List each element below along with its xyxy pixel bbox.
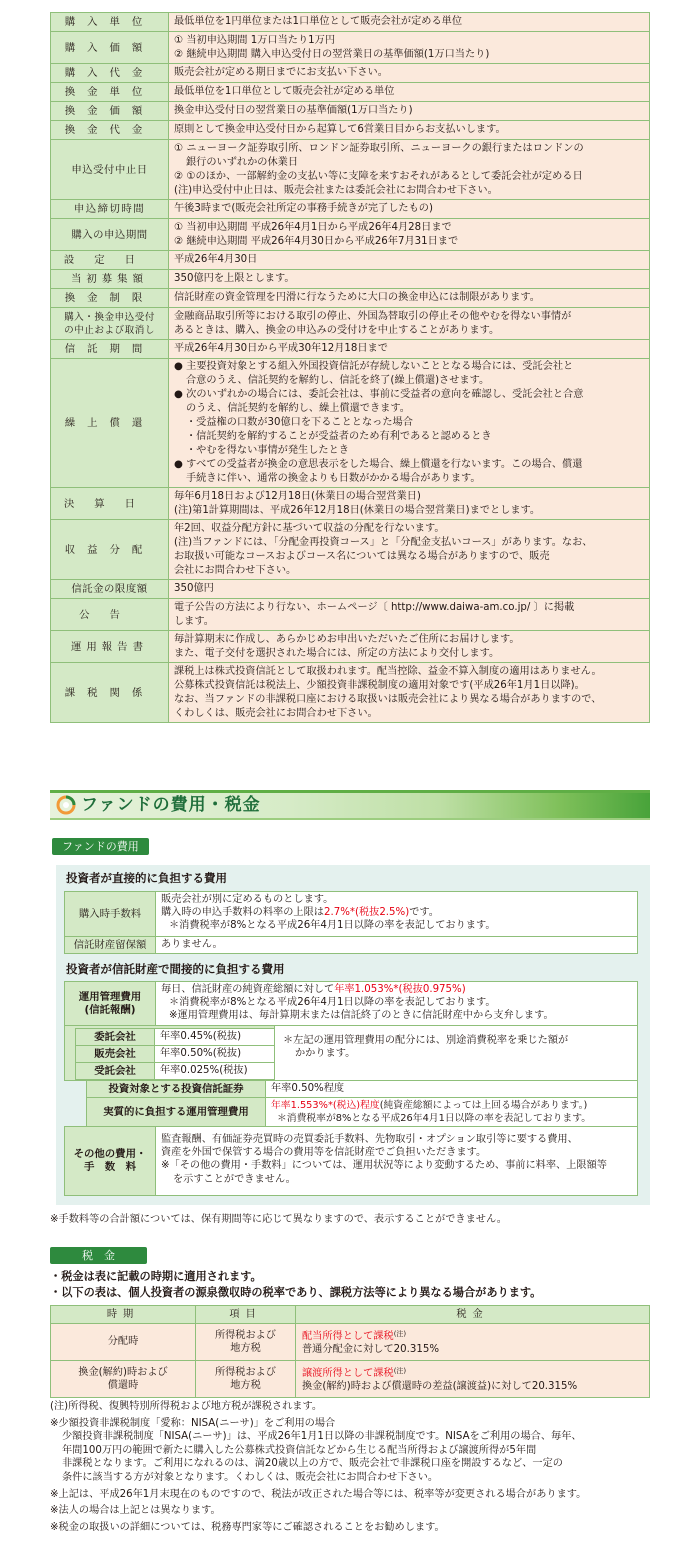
- table-row: [51, 580, 650, 599]
- tax-table-header: 時期 項目 税金: [51, 1306, 650, 1324]
- term-value: 年2回、収益分配方針に基づいて収益の分配を行ないます。 (注)当ファンドには、「分配金再投資コース」と「分配金支払いコース」があります。なお、 お取扱い可能なコースおよびコース名については異なる場合がありますので、販売 会社にお問合わせ下さい。: [169, 520, 650, 580]
- effective-fee-value: 年率1.553%*(税込)程度(純資産総額によっては上回る場合があります。) ＊消費税率が8%となる平成26年4月1日以降の率を表記しております。: [265, 1097, 638, 1127]
- term-key: 購入価額: [51, 32, 169, 64]
- footnote: ※少額投資非課税制度「愛称：NISA(ニーサ)」をご利用の場合: [50, 1417, 336, 1429]
- purchase-fee-key: 購入時手数料: [64, 891, 156, 937]
- term-value: 平成26年4月30日: [169, 251, 650, 270]
- invest-target-value: 年率0.50%程度: [265, 1080, 638, 1098]
- term-key: 購入代金: [51, 64, 169, 83]
- term-value: 午後3時まで(販売会社所定の事務手続きが完了したもの): [169, 200, 650, 219]
- fees-note: ※手数料等の合計額については、保有期間等に応じて異なりますので、表示することができません。: [50, 1214, 507, 1225]
- table-row: [51, 200, 650, 219]
- fund-terms: [50, 12, 650, 723]
- tax-footnotes: [50, 1400, 650, 1534]
- term-value: 平成26年4月30日から平成30年12月18日まで: [169, 340, 650, 359]
- breakdown-value: 年率0.025%(税抜): [154, 1062, 275, 1080]
- table-row: [51, 359, 650, 488]
- table-row: [51, 64, 650, 83]
- term-value: ① 当初申込期間 1万口当たり1万円 ② 継続申込期間 購入申込受付日の翌営業日の基準価額(1万口当たり): [169, 32, 650, 64]
- table-row: [51, 102, 650, 121]
- term-key: 申込締切時間: [51, 200, 169, 219]
- table-row: [51, 340, 650, 359]
- term-value: 原則として換金申込受付日から起算して6営業日目からお支払いします。: [169, 121, 650, 140]
- table-row: 分配時 所得税および 地方税 配当所得として課税$^{(注)}$ 普通分配金に対して20.315%: [51, 1324, 650, 1361]
- fees-box: [56, 865, 650, 1205]
- term-value: 最低単位を1円単位または1口単位として販売会社が定める単位: [169, 13, 650, 32]
- term-value: 電子公告の方法により行ない、ホームページ〔 http://www.daiwa-am.co.jp/ 〕に掲載 します。: [169, 599, 650, 631]
- term-value: 毎計算期末に作成し、あらかじめお申出いただいたご住所にお届けします。 また、電子交付を選択された場合には、所定の方法により交付します。: [169, 631, 650, 663]
- tax-bullet-2: ・以下の表は、個人投資者の源泉徴収時の税率であり、課税方法等により異なる場合があります。: [50, 1286, 542, 1299]
- term-key: 換金制限: [51, 289, 169, 308]
- term-value: 信託財産の資金管理を円滑に行なうために大口の換金申込には制限があります。: [169, 289, 650, 308]
- section-banner: [50, 790, 650, 820]
- term-value: 毎年6月18日および12月18日(休業日の場合翌営業日) (注)第1計算期間は、平成26年12月18日(休業日の場合翌営業日)までとします。: [169, 488, 650, 520]
- term-key: 換金価額: [51, 102, 169, 121]
- direct-cost-heading: 投資者が直接的に負担する費用: [66, 871, 227, 885]
- breakdown-value: 年率0.45%(税抜): [154, 1028, 275, 1046]
- retention-key: 信託財産留保額: [64, 936, 156, 954]
- footnote: ※法人の場合は上記とは異なります。: [50, 1505, 221, 1517]
- mgmt-fee-key: 運用管理費用 (信託報酬): [64, 981, 156, 1026]
- table-row: [51, 219, 650, 251]
- table-row: [51, 289, 650, 308]
- table-row: [51, 599, 650, 631]
- invest-target-key: 投資対象とする投資信託証券: [86, 1080, 266, 1098]
- fees-tag: ファンドの費用: [52, 838, 149, 855]
- table-row: [51, 520, 650, 580]
- table-row: [51, 631, 650, 663]
- term-key: 繰上償還: [51, 359, 169, 488]
- table-row: [51, 270, 650, 289]
- other-fee-key: その他の費用・ 手 数 料: [64, 1126, 156, 1196]
- term-key: 購入の申込期間: [51, 219, 169, 251]
- term-value: 最低単位を1口単位として販売会社が定める単位: [169, 83, 650, 102]
- term-key: 信託金の限度額: [51, 580, 169, 599]
- term-key: 購入単位: [51, 13, 169, 32]
- term-key: 当初募集額: [51, 270, 169, 289]
- term-key: 換金代金: [51, 121, 169, 140]
- table-row: [51, 83, 650, 102]
- term-key: 購入・換金申込受付 の中止および取消し: [51, 308, 169, 340]
- table-row: [51, 121, 650, 140]
- table-row: [51, 488, 650, 520]
- term-key: 換金単位: [51, 83, 169, 102]
- term-value: 販売会社が定める期日までにお支払い下さい。: [169, 64, 650, 83]
- table-row: [51, 140, 650, 200]
- section-title: ファンドの費用・税金: [81, 795, 261, 815]
- term-value: 350億円: [169, 580, 650, 599]
- table-row: [51, 308, 650, 340]
- indirect-cost-heading: 投資者が信託財産で間接的に負担する費用: [66, 962, 285, 976]
- effective-fee-key: 実質的に負担する運用管理費用: [86, 1097, 266, 1127]
- term-value: ① 当初申込期間 平成26年4月1日から平成26年4月28日まで ② 継続申込期間 平成26年4月30日から平成26年7月31日まで: [169, 219, 650, 251]
- table-row: [51, 251, 650, 270]
- retention-value: ありません。: [155, 936, 638, 954]
- tax-bullet-1: ・税金は表に記載の時期に適用されます。: [50, 1270, 262, 1283]
- breakdown-note: ＊左記の運用管理費用の配分には、別途消費税率を乗じた額が かかります。: [274, 1025, 638, 1081]
- term-key: 公告: [51, 599, 169, 631]
- terms-table: [50, 12, 650, 723]
- footnote: 年間100万円の範囲で新たに購入した公募株式投資信託などから生じる配当所得および譲渡所得が5年間: [62, 1444, 537, 1456]
- breakdown-key: 受託会社: [75, 1062, 155, 1080]
- term-key: 運用報告書: [51, 631, 169, 663]
- other-fee-value: 監査報酬、有価証券売買時の売買委託手数料、先物取引・オプション取引等に要する費用、 資産を外国で保管する場合の費用等を信託財産でご負担いただきます。 ※「その他の費用・手数料」については、運用状況等により変動するため、事前に料率、上限額等 を示すことができません。: [155, 1126, 638, 1196]
- term-key: 申込受付中止日: [51, 140, 169, 200]
- footnote: 少額投資非課税制度「NISA(ニーサ)」は、平成26年1月1日以降の非課税制度です。NISAをご利用の場合、毎年、: [62, 1431, 582, 1443]
- term-key: 信託期間: [51, 340, 169, 359]
- term-key: 収益分配: [51, 520, 169, 580]
- term-key: 決算日: [51, 488, 169, 520]
- term-value: 換金申込受付日の翌営業日の基準価額(1万口当たり): [169, 102, 650, 121]
- breakdown-key: 販売会社: [75, 1045, 155, 1063]
- tax-tag: 税 金: [50, 1247, 147, 1264]
- breakdown-value: 年率0.50%(税抜): [154, 1045, 275, 1063]
- footnote: (注)所得税、復興特別所得税および地方税が課税されます。: [50, 1401, 323, 1412]
- table-row: [51, 663, 650, 723]
- term-value: 350億円を上限とします。: [169, 270, 650, 289]
- table-row: 換金(解約)時および 償還時 所得税および 地方税 譲渡所得として課税$^{(注)}$ 換金(解約)時および償還時の差益(譲渡益)に対して20.315%: [51, 1361, 650, 1398]
- term-value: ① ニューヨーク証券取引所、ロンドン証券取引所、ニューヨークの銀行またはロンドンの 銀行のいずれかの休業日 ② ①のほか、一部解約金の支払い等に支障を来すおそれがあるとして委託会社が定める日 (注)申込受付中止日は、販売会社または委託会社にお問合わせ下さい。: [169, 140, 650, 200]
- term-key: 設定日: [51, 251, 169, 270]
- term-value: 課税上は株式投資信託として取扱われます。配当控除、益金不算入制度の適用はありません。 公募株式投資信託は税法上、少額投資非課税制度の適用対象です(平成26年1月1日以降)。 なお、当ファンドの非課税口座における取扱いは販売会社により異なる場合がありますので、 くわしくは、販売会社にお問合わせ下さい。: [169, 663, 650, 723]
- footnote: ※上記は、平成26年1月末現在のものですので、税法が改正された場合等には、税率等が変更される場合があります。: [50, 1488, 587, 1500]
- term-value: 金融商品取引所等における取引の停止、外国為替取引の停止その他やむを得ない事情が あるときは、購入、換金の申込みの受付けを中止することがあります。: [169, 308, 650, 340]
- green-swirl-icon: [56, 795, 76, 815]
- tax-table: [50, 1305, 650, 1398]
- table-row: [51, 32, 650, 64]
- term-key: 課税関係: [51, 663, 169, 723]
- purchase-fee-value: 販売会社が別に定めるものとします。 購入時の申込手数料の料率の上限は2.7%*(税抜2.5%)です。 ＊消費税率が8%となる平成26年4月1日以降の率を表記しております。: [155, 891, 638, 937]
- footnote: ※税金の取扱いの詳細については、税務専門家等にご確認されることをお勧めします。: [50, 1521, 445, 1533]
- mgmt-fee-value: 毎日、信託財産の純資産総額に対して年率1.053%*(税抜0.975%) ＊消費税率が8%となる平成26年4月1日以降の率を表記しております。 ※運用管理費用は、毎計算期末または信託終了のときに信託財産中から支弁します。: [155, 981, 638, 1026]
- breakdown-key: 委託会社: [75, 1028, 155, 1046]
- footnote: 条件に該当する方が対象となります。くわしくは、販売会社にお問合わせ下さい。: [62, 1471, 439, 1483]
- table-row: [51, 13, 650, 32]
- term-value: ● 主要投資対象とする組入外国投資信託が存続しないこととなる場合には、受託会社と 合意のうえ、信託契約を解約し、信託を終了(繰上償還)させます。 ● 次のいずれかの場合には、委託会社は、事前に受益者の意向を確認し、受託会社と合意 のうえ、信託契約を解約し、繰上償還できます。 ・受益権の口数が30億口を下ることとなった場合 ・信託契約を解約することが受益者のため有利であると認めるとき ・やむを得ない事情が発生したとき ● すべての受益者が換金の意思表示をした場合、繰上償還を行ないます。この場合、償還 手続きに伴い、通常の換金よりも日数がかかる場合があります。: [169, 359, 650, 488]
- footnote: 非課税となります。ご利用になれるのは、満20歳以上の方で、販売会社で非課税口座を開設するなど、一定の: [62, 1458, 563, 1470]
